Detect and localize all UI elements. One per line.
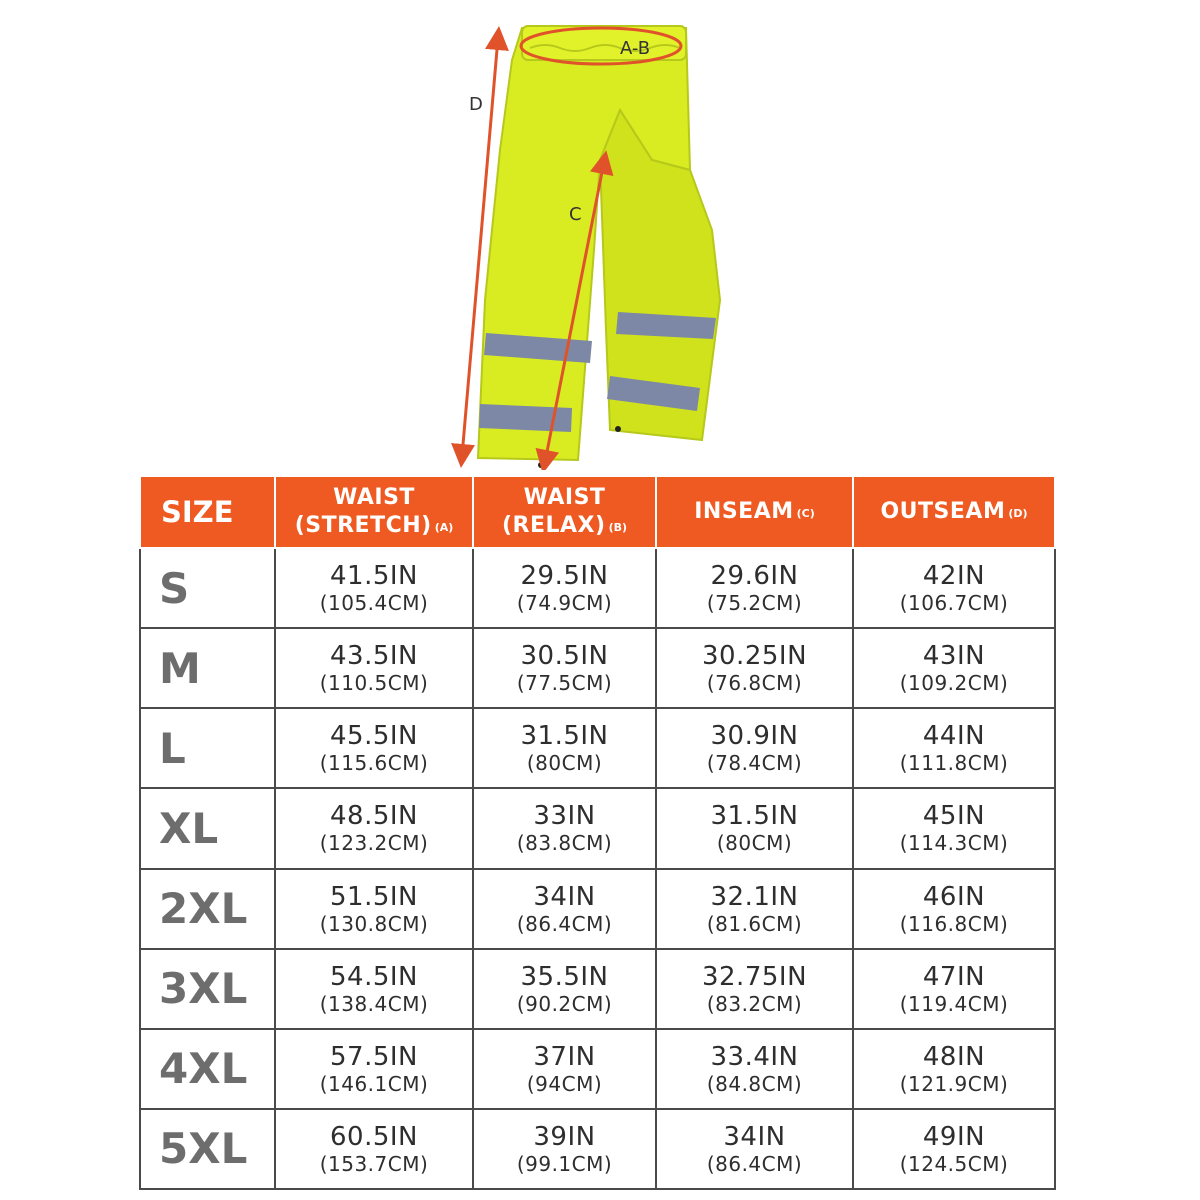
header-size: SIZE	[140, 476, 275, 548]
waist-relax-centimeters: (90.2CM)	[516, 991, 613, 1016]
waist-stretch-cell	[275, 1029, 473, 1109]
waist-stretch-centimeters: (146.1CM)	[319, 1071, 429, 1096]
waist-stretch-inches: 51.5IN	[329, 881, 418, 912]
inseam-cell	[656, 949, 853, 1029]
table-row	[140, 708, 1055, 788]
table-row	[140, 1029, 1055, 1109]
table-row	[140, 1109, 1055, 1189]
inseam-centimeters: (84.8CM)	[706, 1071, 803, 1096]
header-inseam-tag: (C)	[796, 506, 815, 520]
outseam-inches: 42IN	[922, 561, 986, 592]
waist-relax-cell	[473, 869, 656, 949]
waist-stretch-centimeters: (123.2CM)	[319, 831, 429, 856]
waist-stretch-inches: 54.5IN	[329, 961, 418, 992]
outseam-centimeters: (119.4CM)	[899, 991, 1009, 1016]
inseam-measure-label: C	[569, 204, 582, 225]
waist-stretch-cell	[275, 708, 473, 788]
outseam-centimeters: (114.3CM)	[899, 831, 1009, 856]
inseam-cell	[656, 869, 853, 949]
waist-relax-centimeters: (80CM)	[526, 751, 603, 776]
outseam-cell	[853, 708, 1055, 788]
table-row	[140, 548, 1055, 628]
waist-stretch-inches: 48.5IN	[329, 801, 418, 832]
table-body	[140, 548, 1055, 1189]
waist-relax-centimeters: (77.5CM)	[516, 671, 613, 696]
header-outseam-tag: (D)	[1008, 506, 1028, 520]
waist-relax-inches: 31.5IN	[520, 721, 609, 752]
outseam-cell	[853, 869, 1055, 949]
waist-stretch-cell	[275, 788, 473, 868]
header-waist-stretch-tag: (A)	[434, 520, 454, 534]
waist-relax-cell	[473, 949, 656, 1029]
outseam-centimeters: (116.8CM)	[899, 911, 1009, 936]
waist-stretch-centimeters: (130.8CM)	[319, 911, 429, 936]
waist-relax-inches: 34IN	[533, 881, 596, 912]
waist-relax-inches: 39IN	[533, 1121, 596, 1152]
inseam-inches: 33.4IN	[710, 1041, 799, 1072]
header-waist-relax	[473, 476, 656, 548]
pants-illustration	[0, 0, 1200, 470]
table-header-row	[140, 476, 1055, 548]
inseam-centimeters: (78.4CM)	[706, 751, 803, 776]
header-waist-relax-tag: (B)	[608, 520, 628, 534]
outseam-inches: 48IN	[922, 1041, 986, 1072]
outseam-centimeters: (111.8CM)	[899, 751, 1009, 776]
header-inseam-label: INSEAM	[694, 498, 794, 524]
outseam-inches: 46IN	[922, 881, 986, 912]
inseam-centimeters: (75.2CM)	[706, 591, 803, 616]
waist-stretch-cell	[275, 548, 473, 628]
outseam-cell	[853, 1029, 1055, 1109]
inseam-inches: 34IN	[723, 1121, 786, 1152]
waist-relax-centimeters: (74.9CM)	[516, 591, 613, 616]
waist-relax-inches: 35.5IN	[520, 961, 609, 992]
inseam-inches: 30.9IN	[710, 721, 799, 752]
inseam-cell	[656, 548, 853, 628]
table-row	[140, 628, 1055, 708]
header-waist-stretch-line1: WAIST	[333, 484, 415, 510]
waist-stretch-centimeters: (138.4CM)	[319, 991, 429, 1016]
header-outseam-label: OUTSEAM	[880, 498, 1006, 524]
waist-relax-inches: 30.5IN	[520, 641, 609, 672]
waist-stretch-inches: 60.5IN	[329, 1121, 418, 1152]
size-cell: 2XL	[140, 869, 275, 949]
waist-stretch-cell	[275, 1109, 473, 1189]
waist-measure-label: A-B	[620, 38, 651, 59]
header-waist-stretch-line2: (STRETCH)	[294, 512, 432, 538]
outseam-inches: 43IN	[922, 641, 986, 672]
outseam-centimeters: (106.7CM)	[899, 591, 1009, 616]
header-waist-relax-line2: (RELAX)	[501, 512, 606, 538]
waist-stretch-centimeters: (110.5CM)	[319, 671, 429, 696]
outseam-measure-label: D	[469, 94, 483, 115]
header-waist-stretch	[275, 476, 473, 548]
size-cell: XL	[140, 788, 275, 868]
outseam-cell	[853, 628, 1055, 708]
waist-stretch-centimeters: (105.4CM)	[319, 591, 429, 616]
inseam-centimeters: (86.4CM)	[706, 1151, 803, 1176]
inseam-cell	[656, 1109, 853, 1189]
waist-relax-cell	[473, 548, 656, 628]
waist-stretch-inches: 41.5IN	[329, 561, 418, 592]
waist-relax-inches: 29.5IN	[520, 561, 609, 592]
inseam-cell	[656, 628, 853, 708]
waist-relax-inches: 33IN	[533, 801, 596, 832]
outseam-centimeters: (109.2CM)	[899, 671, 1009, 696]
table-row	[140, 869, 1055, 949]
inseam-centimeters: (80CM)	[716, 831, 793, 856]
waist-stretch-inches: 45.5IN	[329, 721, 418, 752]
waist-relax-centimeters: (83.8CM)	[516, 831, 613, 856]
waist-relax-cell	[473, 788, 656, 868]
inseam-cell	[656, 708, 853, 788]
waist-relax-centimeters: (94CM)	[526, 1071, 603, 1096]
inseam-inches: 30.25IN	[701, 641, 808, 672]
outseam-cell	[853, 788, 1055, 868]
outseam-inches: 47IN	[922, 961, 986, 992]
outseam-centimeters: (121.9CM)	[899, 1071, 1009, 1096]
outseam-inches: 44IN	[922, 721, 986, 752]
outseam-centimeters: (124.5CM)	[899, 1151, 1009, 1176]
pants-drawing	[0, 0, 1200, 470]
size-cell: 4XL	[140, 1029, 275, 1109]
pants-waistband	[522, 26, 686, 60]
waist-stretch-inches: 43.5IN	[329, 641, 418, 672]
waist-stretch-centimeters: (115.6CM)	[319, 751, 429, 776]
header-inseam	[656, 476, 853, 548]
header-waist-relax-line1: WAIST	[523, 484, 606, 510]
size-cell: L	[140, 708, 275, 788]
inseam-inches: 29.6IN	[710, 561, 799, 592]
header-outseam	[853, 476, 1055, 548]
size-cell: M	[140, 628, 275, 708]
waist-stretch-cell	[275, 628, 473, 708]
waist-relax-centimeters: (99.1CM)	[516, 1151, 613, 1176]
inseam-inches: 32.1IN	[710, 881, 799, 912]
waist-relax-cell	[473, 628, 656, 708]
waist-relax-cell	[473, 708, 656, 788]
inseam-cell	[656, 788, 853, 868]
waist-stretch-cell	[275, 869, 473, 949]
waist-relax-cell	[473, 1029, 656, 1109]
waist-stretch-cell	[275, 949, 473, 1029]
inseam-centimeters: (81.6CM)	[706, 911, 803, 936]
outseam-cell	[853, 1109, 1055, 1189]
outseam-cell	[853, 949, 1055, 1029]
waist-relax-centimeters: (86.4CM)	[516, 911, 613, 936]
outseam-cell	[853, 548, 1055, 628]
table-row	[140, 788, 1055, 868]
reflective-stripe	[479, 404, 572, 432]
size-cell: 5XL	[140, 1109, 275, 1189]
waist-relax-cell	[473, 1109, 656, 1189]
outseam-inches: 45IN	[922, 801, 986, 832]
size-cell: S	[140, 548, 275, 628]
waist-relax-inches: 37IN	[533, 1041, 596, 1072]
inseam-cell	[656, 1029, 853, 1109]
inseam-centimeters: (76.8CM)	[706, 671, 803, 696]
waist-stretch-inches: 57.5IN	[329, 1041, 418, 1072]
table-row	[140, 949, 1055, 1029]
inseam-inches: 32.75IN	[701, 961, 808, 992]
inseam-inches: 31.5IN	[710, 801, 799, 832]
waist-stretch-centimeters: (153.7CM)	[319, 1151, 429, 1176]
outseam-inches: 49IN	[922, 1121, 986, 1152]
size-chart-table	[139, 475, 1056, 1190]
inseam-centimeters: (83.2CM)	[706, 991, 803, 1016]
size-cell: 3XL	[140, 949, 275, 1029]
